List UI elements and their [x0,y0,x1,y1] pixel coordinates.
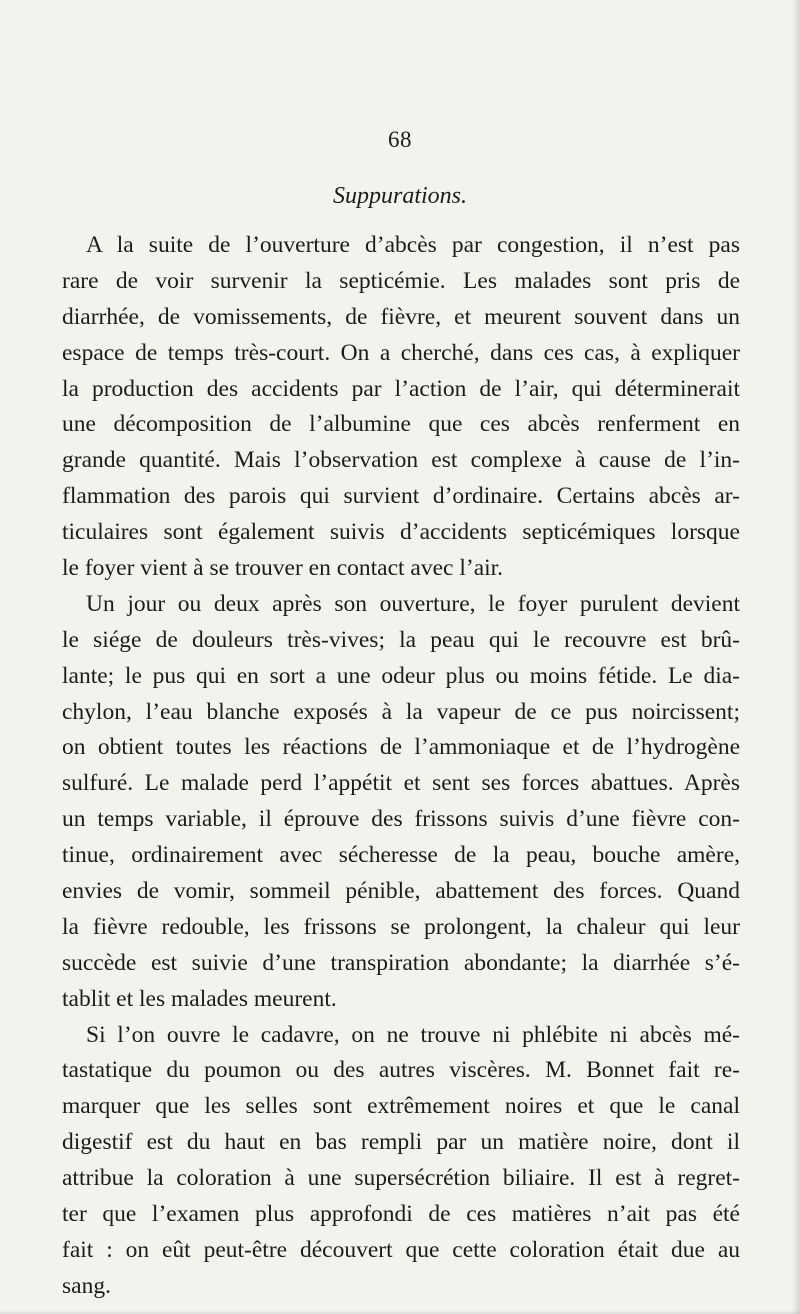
section-title: Suppurations. [332,183,467,209]
text-line: Un jour ou deux après son ouverture, le foyer purulent devient [86,590,740,617]
page-spine-shadow [792,0,800,1314]
text-line: fait : on eût peut-être découvert que cette coloration était due au [62,1236,740,1263]
text-line: une décomposition de l’albumine que ces abcès renferment en [62,411,740,438]
text-line: Si l’on ouvre le cadavre, on ne trouve ni phlébite ni abcès mé- [86,1021,740,1048]
text-line: sulfuré. Le malade perd l’appétit et sent ses forces abattues. Après [62,770,740,797]
text-line: tastatique du poumon ou des autres viscères. M. Bonnet fait re- [62,1057,740,1084]
text-line: digestif est du haut en bas rempli par un matière noire, dont il [62,1129,740,1156]
text-line: la fièvre redouble, les frissons se prolongent, la chaleur qui leur [62,913,740,940]
text-line: succède est suivie d’une transpiration abondante; la diarrhée s’é- [62,949,740,976]
text-line: A la suite de l’ouverture d’abcès par congestion, il n’est pas [86,232,740,258]
text-line: on obtient toutes les réactions de l’ammoniaque et de l’hydrogène [62,734,740,761]
text-line: la production des accidents par l’action de l’air, qui déterminerait [62,375,740,402]
text-line: rare de voir survenir la septicémie. Les malades sont pris de [62,267,740,294]
text-line: grande quantité. Mais l’observation est complexe à cause de l’in- [62,447,740,474]
text-line: marquer que les selles sont extrêmement noires et que le canal [62,1093,740,1120]
text-line: espace de temps très-court. On a cherché, dans ces cas, à expliquer [62,339,740,366]
text-line: attribue la coloration à une supersécrétion biliaire. Il est à regret- [62,1165,740,1192]
text-line: le siége de douleurs très-vives; la peau qui le recouvre est brû- [62,626,740,653]
text-line: un temps variable, il éprouve des frissons suivis d’une fièvre con- [62,806,740,833]
text-line: tinue, ordinairement avec sécheresse de la peau, bouche amère, [62,842,740,869]
text-line: chylon, l’eau blanche exposés à la vapeur de ce pus noircissent; [62,698,740,725]
text-line: sang. [62,1272,111,1299]
text-line: tablit et les malades meurent. [62,985,337,1012]
text-line: ter que l’examen plus approfondi de ces matières n’ait pas été [62,1201,740,1228]
text-line: envies de vomir, sommeil pénible, abattement des forces. Quand [62,878,740,905]
text-line: lante; le pus qui en sort a une odeur plus ou moins fétide. Le dia- [62,662,740,689]
text-line: le foyer vient à se trouver en contact avec l’air. [62,555,504,582]
page-bottom-edge [0,1310,800,1314]
text-line: diarrhée, de vomissements, de fièvre, et meurent souvent dans un [62,303,740,330]
text-line: flammation des parois qui survient d’ordinaire. Certains abcès ar- [62,483,740,510]
text-line: ticulaires sont également suivis d’accidents septicémiques lorsque [62,519,740,546]
page-number: 68 [388,127,412,152]
body-text [62,228,740,1305]
